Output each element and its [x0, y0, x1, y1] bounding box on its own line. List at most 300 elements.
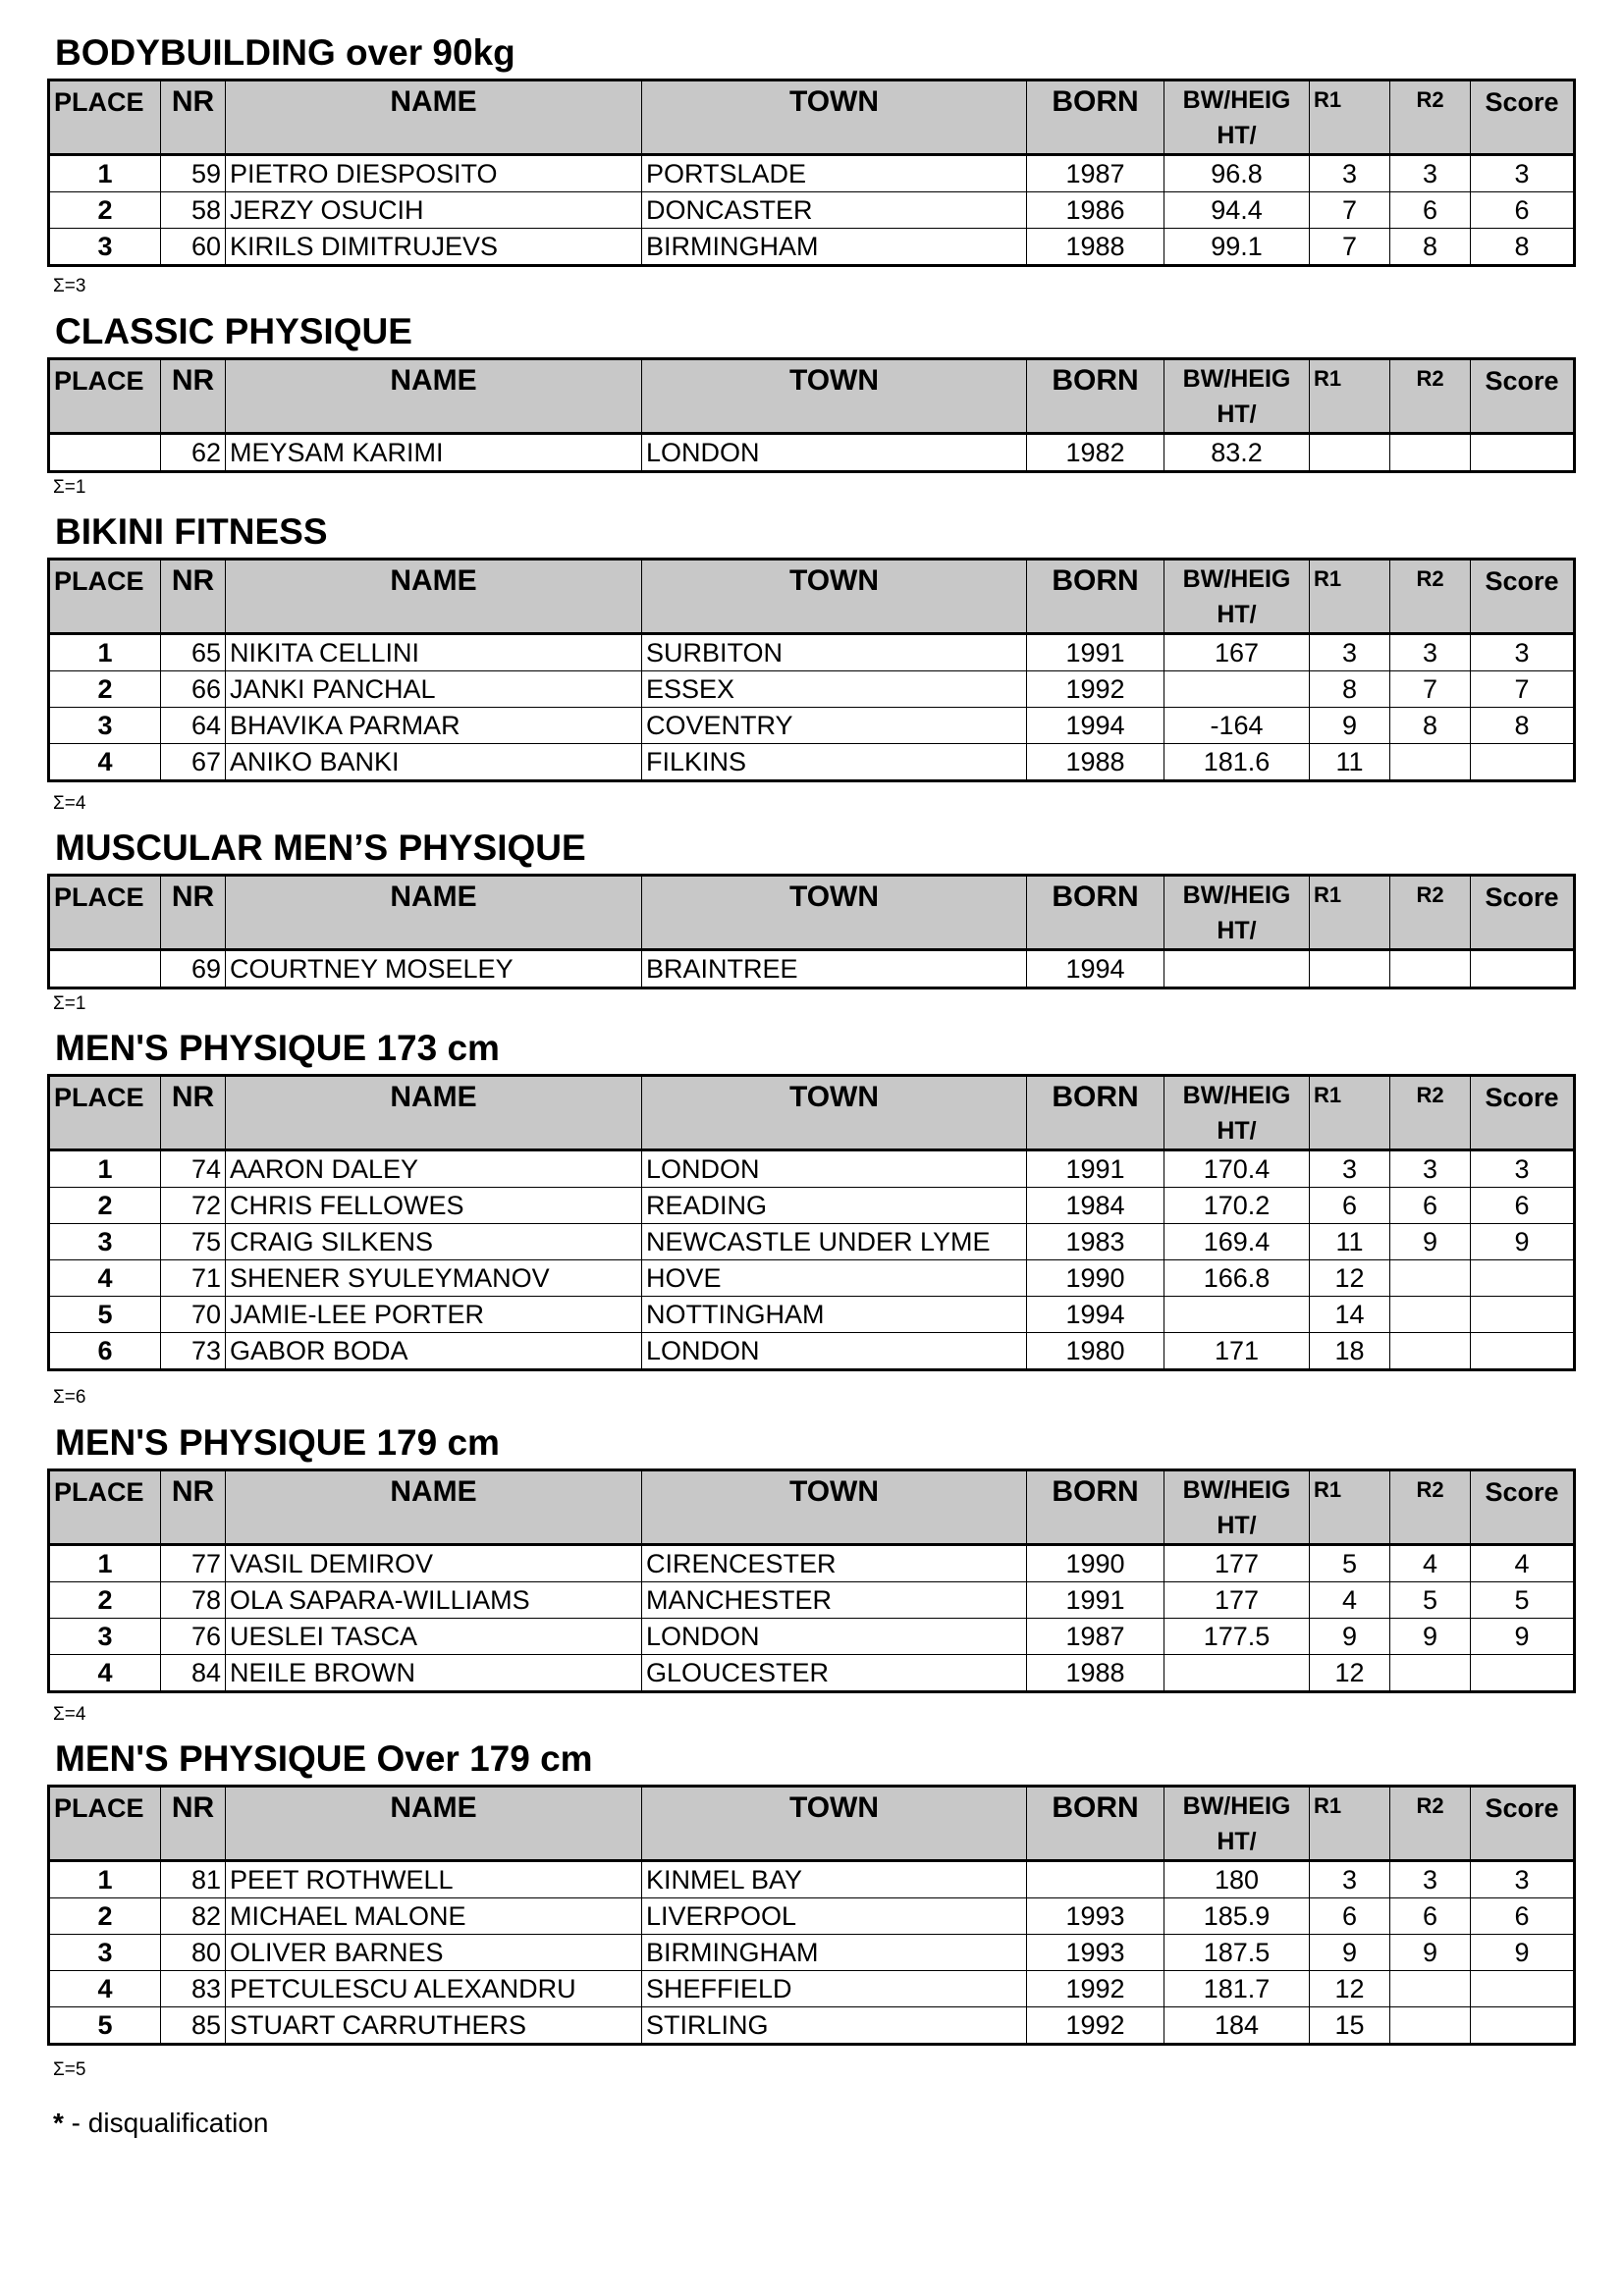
- cell-born: 1992: [1027, 2007, 1164, 2045]
- header-r1: [1310, 876, 1390, 950]
- cell-r2: [1390, 950, 1471, 988]
- header-r1-label: R1: [1314, 566, 1342, 591]
- header-score-label: Score: [1485, 87, 1559, 117]
- cell-r2: [1390, 434, 1471, 472]
- header-r1-label: R1: [1314, 1793, 1342, 1818]
- footnote: [53, 2107, 268, 2140]
- cell-name: PEET ROTHWELL: [226, 1861, 642, 1898]
- header-r2-label: R2: [1416, 366, 1444, 391]
- cell-place: 5: [49, 2007, 161, 2045]
- cell-r2: [1390, 744, 1471, 781]
- cell-born: 1990: [1027, 1545, 1164, 1582]
- header-born-label: BORN: [1052, 1475, 1139, 1508]
- cell-r2: [1390, 1971, 1471, 2007]
- header-bw-line2: HT/: [1217, 917, 1257, 944]
- table-row: [49, 1545, 1575, 1582]
- header-score: [1471, 1787, 1575, 1861]
- cell-nr: 85: [161, 2007, 226, 2045]
- cell-nr: 77: [161, 1545, 226, 1582]
- header-place-label: PLACE: [54, 366, 144, 396]
- table-row: [49, 708, 1575, 744]
- participant-count: Σ=4: [53, 793, 86, 814]
- header-name: [226, 1787, 642, 1861]
- cell-name: ANIKO BANKI: [226, 744, 642, 781]
- header-town: [642, 80, 1027, 155]
- participant-count: Σ=4: [53, 1704, 86, 1725]
- cell-town: GLOUCESTER: [642, 1655, 1027, 1692]
- cell-r1: 7: [1310, 192, 1390, 229]
- header-row: [49, 359, 1575, 434]
- cell-place: 1: [49, 155, 161, 192]
- header-born-label: BORN: [1052, 1081, 1139, 1113]
- cell-r1: 9: [1310, 708, 1390, 744]
- header-name: [226, 359, 642, 434]
- cell-town: MANCHESTER: [642, 1582, 1027, 1619]
- table-row: [49, 1619, 1575, 1655]
- cell-r1: 3: [1310, 1861, 1390, 1898]
- cell-nr: 73: [161, 1333, 226, 1370]
- header-score-label: Score: [1485, 1083, 1559, 1112]
- section-title: MEN'S PHYSIQUE 179 cm: [55, 1422, 500, 1463]
- cell-town: BRAINTREE: [642, 950, 1027, 988]
- cell-place: 2: [49, 1188, 161, 1224]
- header-born-label: BORN: [1052, 1791, 1139, 1824]
- table-row: [49, 434, 1575, 472]
- cell-bw: -164: [1164, 708, 1310, 744]
- cell-score: 9: [1471, 1619, 1575, 1655]
- cell-town: SURBITON: [642, 634, 1027, 671]
- cell-place: 6: [49, 1333, 161, 1370]
- cell-score: [1471, 1260, 1575, 1297]
- cell-r2: [1390, 2007, 1471, 2045]
- cell-r1: 18: [1310, 1333, 1390, 1370]
- cell-bw: 177: [1164, 1582, 1310, 1619]
- cell-bw: 170.4: [1164, 1150, 1310, 1188]
- cell-nr: 64: [161, 708, 226, 744]
- cell-born: 1994: [1027, 950, 1164, 988]
- section-title: MUSCULAR MEN’S PHYSIQUE: [55, 828, 586, 868]
- header-row: [49, 876, 1575, 950]
- cell-r1: 6: [1310, 1188, 1390, 1224]
- header-bw-line1: BW/HEIG: [1182, 881, 1291, 909]
- cell-nr: 81: [161, 1861, 226, 1898]
- cell-nr: 71: [161, 1260, 226, 1297]
- cell-bw: 170.2: [1164, 1188, 1310, 1224]
- cell-name: JAMIE-LEE PORTER: [226, 1297, 642, 1333]
- cell-name: BHAVIKA PARMAR: [226, 708, 642, 744]
- header-place-label: PLACE: [54, 87, 144, 117]
- cell-bw: 167: [1164, 634, 1310, 671]
- header-town: [642, 560, 1027, 634]
- header-bw-line2: HT/: [1217, 122, 1257, 149]
- header-bw-height: [1164, 1787, 1310, 1861]
- cell-bw: 181.6: [1164, 744, 1310, 781]
- cell-bw: 166.8: [1164, 1260, 1310, 1297]
- header-bw-line1: BW/HEIG: [1182, 1082, 1291, 1109]
- section-title: BODYBUILDING over 90kg: [55, 32, 515, 73]
- header-born-label: BORN: [1052, 364, 1139, 397]
- cell-town: LIVERPOOL: [642, 1898, 1027, 1935]
- header-town: [642, 1470, 1027, 1545]
- header-bw-line1: BW/HEIG: [1182, 86, 1291, 114]
- header-town-label: TOWN: [788, 881, 880, 913]
- header-row: [49, 1076, 1575, 1150]
- cell-born: 1988: [1027, 744, 1164, 781]
- cell-bw: 99.1: [1164, 229, 1310, 266]
- header-town-label: TOWN: [788, 564, 880, 597]
- header-born: [1027, 1076, 1164, 1150]
- header-place: [49, 560, 161, 634]
- cell-nr: 59: [161, 155, 226, 192]
- table-row: [49, 1260, 1575, 1297]
- cell-name: KIRILS DIMITRUJEVS: [226, 229, 642, 266]
- section-title: BIKINI FITNESS: [55, 511, 328, 552]
- header-score: [1471, 560, 1575, 634]
- cell-born: 1987: [1027, 155, 1164, 192]
- header-score: [1471, 876, 1575, 950]
- header-bw-line2: HT/: [1217, 1828, 1257, 1855]
- cell-score: 5: [1471, 1582, 1575, 1619]
- results-table: [47, 1785, 1576, 2046]
- header-r2: [1390, 80, 1471, 155]
- results-table: [47, 874, 1576, 989]
- header-bw-line2: HT/: [1217, 601, 1257, 628]
- header-bw-line2: HT/: [1217, 1512, 1257, 1539]
- cell-r2: 4: [1390, 1545, 1471, 1582]
- header-r1-label: R1: [1314, 366, 1342, 391]
- header-name-label: NAME: [390, 564, 477, 597]
- cell-name: CRAIG SILKENS: [226, 1224, 642, 1260]
- cell-place: 2: [49, 1898, 161, 1935]
- cell-r1: 3: [1310, 634, 1390, 671]
- header-born: [1027, 560, 1164, 634]
- cell-name: MEYSAM KARIMI: [226, 434, 642, 472]
- header-born-label: BORN: [1052, 564, 1139, 597]
- table-row: [49, 229, 1575, 266]
- header-nr-label: NR: [171, 364, 215, 397]
- table-row: [49, 1655, 1575, 1692]
- header-town: [642, 1787, 1027, 1861]
- participant-count: Σ=3: [53, 275, 86, 296]
- header-bw-line2: HT/: [1217, 400, 1257, 428]
- cell-r1: 8: [1310, 671, 1390, 708]
- header-nr: [161, 359, 226, 434]
- cell-r2: 8: [1390, 708, 1471, 744]
- table-row: [49, 2007, 1575, 2045]
- cell-r2: 7: [1390, 671, 1471, 708]
- table-row: [49, 155, 1575, 192]
- cell-r2: [1390, 1297, 1471, 1333]
- header-nr: [161, 1470, 226, 1545]
- cell-name: MICHAEL MALONE: [226, 1898, 642, 1935]
- cell-bw: [1164, 671, 1310, 708]
- cell-r1: 9: [1310, 1619, 1390, 1655]
- table-row: [49, 1188, 1575, 1224]
- cell-bw: 83.2: [1164, 434, 1310, 472]
- header-r2-label: R2: [1416, 1793, 1444, 1818]
- header-bw-height: [1164, 80, 1310, 155]
- cell-bw: [1164, 1655, 1310, 1692]
- cell-place: 4: [49, 1971, 161, 2007]
- cell-place: 2: [49, 671, 161, 708]
- cell-name: COURTNEY MOSELEY: [226, 950, 642, 988]
- cell-bw: 94.4: [1164, 192, 1310, 229]
- cell-nr: 83: [161, 1971, 226, 2007]
- header-town-label: TOWN: [788, 364, 880, 397]
- cell-score: 9: [1471, 1224, 1575, 1260]
- header-town-label: TOWN: [788, 85, 880, 118]
- cell-score: 3: [1471, 634, 1575, 671]
- header-name-label: NAME: [390, 1081, 477, 1113]
- results-table: [47, 1074, 1576, 1371]
- header-born-label: BORN: [1052, 881, 1139, 913]
- header-r2-label: R2: [1416, 566, 1444, 591]
- header-place: [49, 359, 161, 434]
- cell-r1: [1310, 950, 1390, 988]
- header-score: [1471, 1470, 1575, 1545]
- cell-town: HOVE: [642, 1260, 1027, 1297]
- cell-r2: 6: [1390, 1898, 1471, 1935]
- cell-name: CHRIS FELLOWES: [226, 1188, 642, 1224]
- header-place-label: PLACE: [54, 1793, 144, 1823]
- cell-bw: [1164, 1297, 1310, 1333]
- cell-town: BIRMINGHAM: [642, 1935, 1027, 1971]
- table-row: [49, 950, 1575, 988]
- header-r2: [1390, 1787, 1471, 1861]
- cell-town: KINMEL BAY: [642, 1861, 1027, 1898]
- cell-r2: 9: [1390, 1935, 1471, 1971]
- cell-nr: 80: [161, 1935, 226, 1971]
- cell-nr: 66: [161, 671, 226, 708]
- cell-score: [1471, 950, 1575, 988]
- cell-born: 1991: [1027, 1582, 1164, 1619]
- cell-town: PORTSLADE: [642, 155, 1027, 192]
- header-r2: [1390, 359, 1471, 434]
- table-row: [49, 634, 1575, 671]
- cell-place: 3: [49, 1224, 161, 1260]
- cell-nr: 62: [161, 434, 226, 472]
- header-r1: [1310, 560, 1390, 634]
- cell-nr: 76: [161, 1619, 226, 1655]
- header-r1-label: R1: [1314, 87, 1342, 112]
- cell-name: AARON DALEY: [226, 1150, 642, 1188]
- cell-r1: 12: [1310, 1260, 1390, 1297]
- cell-place: [49, 434, 161, 472]
- header-row: [49, 80, 1575, 155]
- header-bw-line1: BW/HEIG: [1182, 1476, 1291, 1504]
- header-r1: [1310, 80, 1390, 155]
- header-bw-line2: HT/: [1217, 1117, 1257, 1145]
- cell-place: 1: [49, 1861, 161, 1898]
- cell-nr: 82: [161, 1898, 226, 1935]
- header-name: [226, 1076, 642, 1150]
- header-score-label: Score: [1485, 566, 1559, 596]
- header-r1-label: R1: [1314, 1477, 1342, 1502]
- cell-r1: 15: [1310, 2007, 1390, 2045]
- cell-born: 1984: [1027, 1188, 1164, 1224]
- cell-r1: 7: [1310, 229, 1390, 266]
- header-town-label: TOWN: [788, 1791, 880, 1824]
- cell-name: SHENER SYULEYMANOV: [226, 1260, 642, 1297]
- header-r2-label: R2: [1416, 87, 1444, 112]
- cell-nr: 74: [161, 1150, 226, 1188]
- cell-r2: 3: [1390, 1861, 1471, 1898]
- cell-r1: 3: [1310, 1150, 1390, 1188]
- cell-r2: 6: [1390, 1188, 1471, 1224]
- cell-bw: [1164, 950, 1310, 988]
- cell-score: [1471, 744, 1575, 781]
- cell-r1: [1310, 434, 1390, 472]
- header-name-label: NAME: [390, 364, 477, 397]
- cell-bw: 169.4: [1164, 1224, 1310, 1260]
- cell-r1: 11: [1310, 1224, 1390, 1260]
- cell-score: 7: [1471, 671, 1575, 708]
- cell-town: NOTTINGHAM: [642, 1297, 1027, 1333]
- header-name: [226, 876, 642, 950]
- cell-place: [49, 950, 161, 988]
- cell-name: OLA SAPARA-WILLIAMS: [226, 1582, 642, 1619]
- header-name-label: NAME: [390, 881, 477, 913]
- header-name: [226, 1470, 642, 1545]
- cell-town: DONCASTER: [642, 192, 1027, 229]
- cell-born: 1988: [1027, 1655, 1164, 1692]
- header-row: [49, 560, 1575, 634]
- cell-nr: 69: [161, 950, 226, 988]
- cell-town: NEWCASTLE UNDER LYME: [642, 1224, 1027, 1260]
- header-nr-label: NR: [171, 1081, 215, 1113]
- header-bw-line1: BW/HEIG: [1182, 365, 1291, 393]
- cell-born: 1983: [1027, 1224, 1164, 1260]
- cell-r2: 6: [1390, 192, 1471, 229]
- header-score-label: Score: [1485, 366, 1559, 396]
- header-nr: [161, 1076, 226, 1150]
- table-row: [49, 1297, 1575, 1333]
- cell-place: 3: [49, 229, 161, 266]
- cell-place: 3: [49, 1619, 161, 1655]
- header-r2: [1390, 1470, 1471, 1545]
- table-row: [49, 1224, 1575, 1260]
- cell-place: 3: [49, 1935, 161, 1971]
- cell-name: VASIL DEMIROV: [226, 1545, 642, 1582]
- cell-bw: 181.7: [1164, 1971, 1310, 2007]
- header-r2: [1390, 560, 1471, 634]
- header-nr: [161, 80, 226, 155]
- cell-name: JERZY OSUCIH: [226, 192, 642, 229]
- table-row: [49, 1898, 1575, 1935]
- header-name-label: NAME: [390, 1791, 477, 1824]
- section-title: MEN'S PHYSIQUE Over 179 cm: [55, 1738, 593, 1779]
- cell-score: 8: [1471, 708, 1575, 744]
- cell-r1: 4: [1310, 1582, 1390, 1619]
- cell-town: CIRENCESTER: [642, 1545, 1027, 1582]
- table-row: [49, 192, 1575, 229]
- cell-bw: 177: [1164, 1545, 1310, 1582]
- header-nr-label: NR: [171, 564, 215, 597]
- cell-born: 1991: [1027, 1150, 1164, 1188]
- cell-name: PETCULESCU ALEXANDRU: [226, 1971, 642, 2007]
- header-score-label: Score: [1485, 882, 1559, 912]
- cell-bw: 96.8: [1164, 155, 1310, 192]
- cell-score: 6: [1471, 192, 1575, 229]
- header-name: [226, 80, 642, 155]
- cell-score: [1471, 434, 1575, 472]
- header-bw-line1: BW/HEIG: [1182, 1792, 1291, 1820]
- cell-r2: [1390, 1333, 1471, 1370]
- header-place: [49, 1076, 161, 1150]
- cell-r1: 14: [1310, 1297, 1390, 1333]
- cell-born: 1992: [1027, 671, 1164, 708]
- table-row: [49, 1333, 1575, 1370]
- header-place-label: PLACE: [54, 882, 144, 912]
- table-row: [49, 1935, 1575, 1971]
- cell-place: 3: [49, 708, 161, 744]
- header-r2: [1390, 1076, 1471, 1150]
- cell-town: LONDON: [642, 434, 1027, 472]
- cell-score: 3: [1471, 155, 1575, 192]
- header-born: [1027, 876, 1164, 950]
- header-place-label: PLACE: [54, 1083, 144, 1112]
- header-score-label: Score: [1485, 1477, 1559, 1507]
- header-nr-label: NR: [171, 881, 215, 913]
- cell-r2: 9: [1390, 1224, 1471, 1260]
- cell-r2: 9: [1390, 1619, 1471, 1655]
- header-place: [49, 876, 161, 950]
- table-row: [49, 1150, 1575, 1188]
- cell-born: 1993: [1027, 1898, 1164, 1935]
- table-row: [49, 1971, 1575, 2007]
- cell-r2: 8: [1390, 229, 1471, 266]
- cell-nr: 72: [161, 1188, 226, 1224]
- header-r2-label: R2: [1416, 882, 1444, 907]
- cell-bw: 187.5: [1164, 1935, 1310, 1971]
- header-place-label: PLACE: [54, 1477, 144, 1507]
- header-nr: [161, 876, 226, 950]
- results-table: [47, 357, 1576, 473]
- cell-score: 3: [1471, 1861, 1575, 1898]
- cell-score: [1471, 1333, 1575, 1370]
- cell-bw: 185.9: [1164, 1898, 1310, 1935]
- cell-born: 1992: [1027, 1971, 1164, 2007]
- header-place: [49, 1470, 161, 1545]
- cell-r1: 11: [1310, 744, 1390, 781]
- cell-place: 4: [49, 744, 161, 781]
- cell-r1: 5: [1310, 1545, 1390, 1582]
- participant-count: Σ=6: [53, 1387, 86, 1408]
- cell-name: PIETRO DIESPOSITO: [226, 155, 642, 192]
- header-nr: [161, 1787, 226, 1861]
- results-table: [47, 1468, 1576, 1693]
- cell-r1: 12: [1310, 1971, 1390, 2007]
- table-row: [49, 1582, 1575, 1619]
- header-score: [1471, 359, 1575, 434]
- results-table: [47, 79, 1576, 267]
- header-born: [1027, 359, 1164, 434]
- cell-r2: 3: [1390, 634, 1471, 671]
- cell-score: 3: [1471, 1150, 1575, 1188]
- cell-nr: 58: [161, 192, 226, 229]
- cell-town: BIRMINGHAM: [642, 229, 1027, 266]
- header-place: [49, 80, 161, 155]
- cell-score: [1471, 1297, 1575, 1333]
- header-town-label: TOWN: [788, 1475, 880, 1508]
- cell-place: 1: [49, 1150, 161, 1188]
- cell-r2: 3: [1390, 1150, 1471, 1188]
- header-bw-line1: BW/HEIG: [1182, 565, 1291, 593]
- cell-name: UESLEI TASCA: [226, 1619, 642, 1655]
- cell-nr: 70: [161, 1297, 226, 1333]
- header-town-label: TOWN: [788, 1081, 880, 1113]
- cell-score: 6: [1471, 1898, 1575, 1935]
